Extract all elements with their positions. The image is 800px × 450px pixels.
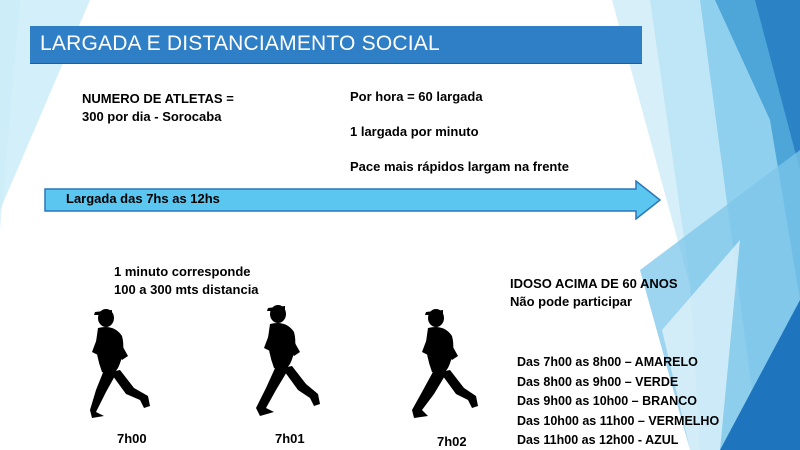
- runner-time-2: 7h01: [275, 431, 305, 446]
- info-largada-minuto: 1 largada por minuto: [350, 124, 479, 139]
- schedule-list: [517, 353, 719, 450]
- runner-time-3: 7h02: [437, 434, 467, 449]
- idoso-line-1: IDOSO ACIMA DE 60 ANOS: [510, 276, 678, 291]
- slide-title: LARGADA E DISTANCIAMENTO SOCIAL: [40, 32, 440, 55]
- info-pace: Pace mais rápidos largam na frente: [350, 159, 569, 174]
- schedule-item: Das 10h00 as 11h00 – VERMELHO: [517, 413, 720, 428]
- schedule-item: Das 7h00 as 8h00 – AMARELO: [517, 355, 698, 369]
- info-por-hora: Por hora = 60 largada: [350, 89, 483, 104]
- schedule-item: Das 8h00 as 9h00 – VERDE: [517, 374, 679, 389]
- atletas-line-2: 300 por dia - Sorocaba: [82, 109, 222, 124]
- schedule-item: Das 9h00 as 10h00 – BRANCO: [517, 394, 697, 408]
- arrow-label: Largada das 7hs as 12hs: [66, 191, 220, 206]
- idoso-line-2: Não pode participar: [510, 294, 633, 309]
- runner-silhouette-icon: [410, 306, 482, 426]
- atletas-line-1: NUMERO DE ATLETAS =: [82, 91, 234, 106]
- minuto-line-2: 100 a 300 mts distancia: [114, 282, 259, 297]
- runner-time-1: 7h00: [117, 431, 147, 446]
- runner-silhouette-icon: [82, 306, 154, 426]
- minuto-line-1: 1 minuto corresponde: [114, 264, 251, 279]
- runner-silhouette-icon: [250, 302, 322, 422]
- title-bar: [30, 26, 642, 64]
- schedule-item: Das 11h00 as 12h00 - AZUL: [517, 433, 679, 447]
